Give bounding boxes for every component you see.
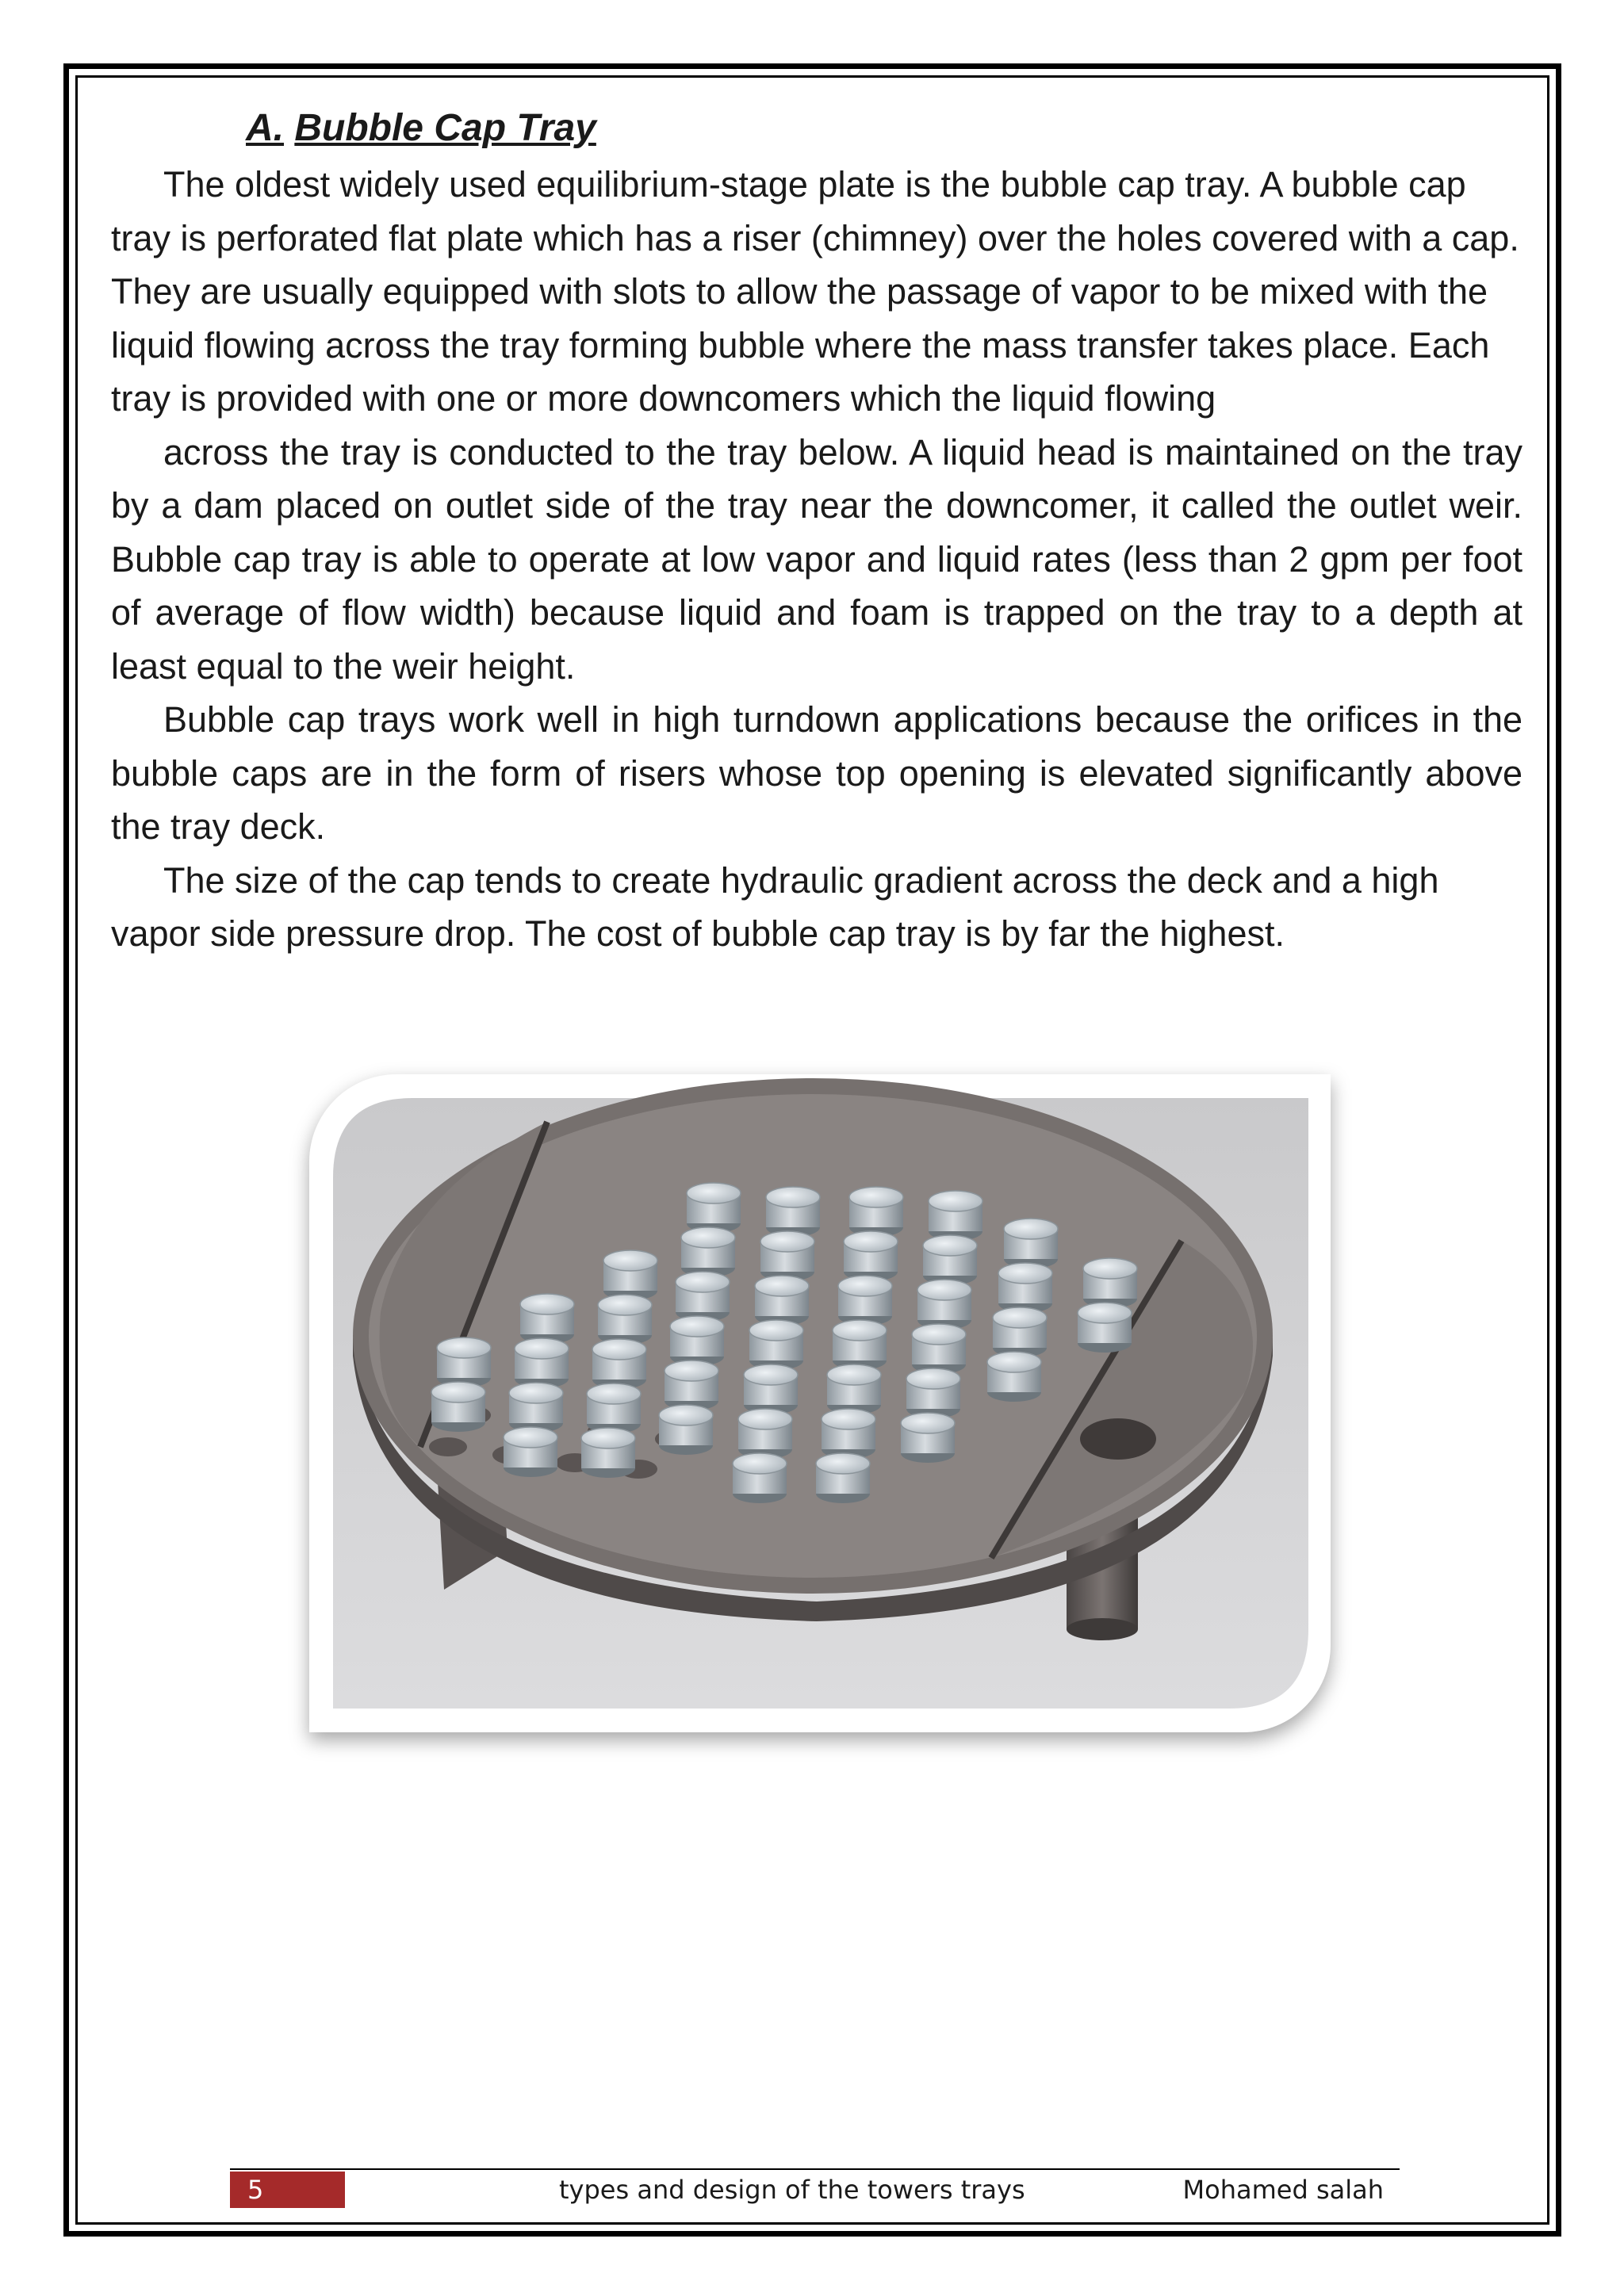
bubble-cap [844, 1231, 898, 1281]
page-number: 5 [230, 2172, 345, 2208]
bubble-cap [665, 1360, 718, 1410]
bubble-cap [901, 1413, 955, 1463]
bubble-cap [929, 1191, 982, 1241]
bubble-cap [816, 1453, 870, 1503]
bubble-cap [515, 1338, 569, 1388]
bubble-cap [659, 1405, 713, 1455]
bubble-cap [849, 1187, 903, 1237]
section-label: A. [246, 107, 284, 149]
footer-author: Mohamed salah [1182, 2175, 1384, 2205]
page-footer [230, 2168, 1400, 2208]
bubble-cap [598, 1295, 652, 1345]
bubble-cap [520, 1294, 574, 1344]
bubble-cap [738, 1409, 792, 1459]
bubble-cap [993, 1307, 1047, 1357]
bubble-cap [1004, 1219, 1058, 1269]
bubble-cap [431, 1382, 485, 1432]
bubble-cap [827, 1364, 881, 1414]
footer-title: types and design of the towers trays [559, 2175, 1025, 2205]
bubble-cap [917, 1280, 971, 1330]
paragraph-4: The size of the cap tends to create hydraulic gradient across the deck and a high vapor side pressure drop. The cost of bubble cap tray is by far the highest. [111, 859, 1439, 954]
bubble-cap [744, 1364, 798, 1414]
bubble-cap [822, 1409, 875, 1459]
bubble-cap [755, 1276, 809, 1326]
bubble-cap [987, 1352, 1041, 1402]
bubble-cap [833, 1320, 887, 1370]
bubble-cap-tray-illustration [309, 1074, 1331, 1732]
bubble-cap [504, 1427, 557, 1477]
bubble-cap [603, 1250, 657, 1300]
bubble-cap [670, 1316, 724, 1366]
bubble-cap [681, 1227, 735, 1277]
section-title: Bubble Cap Tray [294, 107, 596, 149]
bubble-cap-tray-figure [309, 1074, 1331, 1732]
bubble-cap [998, 1263, 1052, 1313]
bubble-cap [766, 1187, 820, 1237]
bubble-cap [749, 1320, 803, 1370]
bubble-cap [733, 1453, 787, 1503]
paragraph-1: The oldest widely used equilibrium-stage plate is the bubble cap tray. A bubble cap tray is perforated flat plate which has a riser (chimney) over the holes covered with a cap. They are usually equipped with slots to allow the passage of vapor to be mixed with the liquid flowing across the tray forming bubble where the mass transfer takes place. Each tray is provided with one or more downcomers which the liquid flowing [111, 164, 1519, 419]
bubble-cap [912, 1324, 966, 1374]
bubble-cap [581, 1428, 635, 1478]
bubble-cap [592, 1339, 646, 1389]
bubble-cap [509, 1383, 563, 1433]
page-content [111, 99, 1522, 961]
bubble-cap [1083, 1258, 1137, 1308]
bubble-cap [437, 1337, 491, 1387]
section-heading [246, 99, 1522, 158]
bubble-cap [838, 1276, 892, 1326]
paragraph-2: across the tray is conducted to the tray below. A liquid head is maintained on the tray by a dam placed on outlet side of the tray near the downcomer, it called the outlet weir. Bubble cap tray is able to operate at low vapor and liquid rates (less than 2 gpm per foot of average of flow width) because liquid and foam is trapped on the tray to a depth at least equal to the weir height. [111, 431, 1522, 687]
bubble-cap [587, 1383, 641, 1433]
bubble-cap [906, 1368, 960, 1418]
bubble-cap [923, 1235, 977, 1285]
bubble-cap [760, 1231, 814, 1281]
bubble-cap [1078, 1303, 1132, 1353]
bubble-cap [687, 1183, 741, 1233]
paragraph-3: Bubble cap trays work well in high turndown applications because the orifices in the bubble caps are in the form of risers whose top opening is elevated significantly above the tray deck. [111, 699, 1522, 847]
bubble-cap [676, 1272, 730, 1322]
